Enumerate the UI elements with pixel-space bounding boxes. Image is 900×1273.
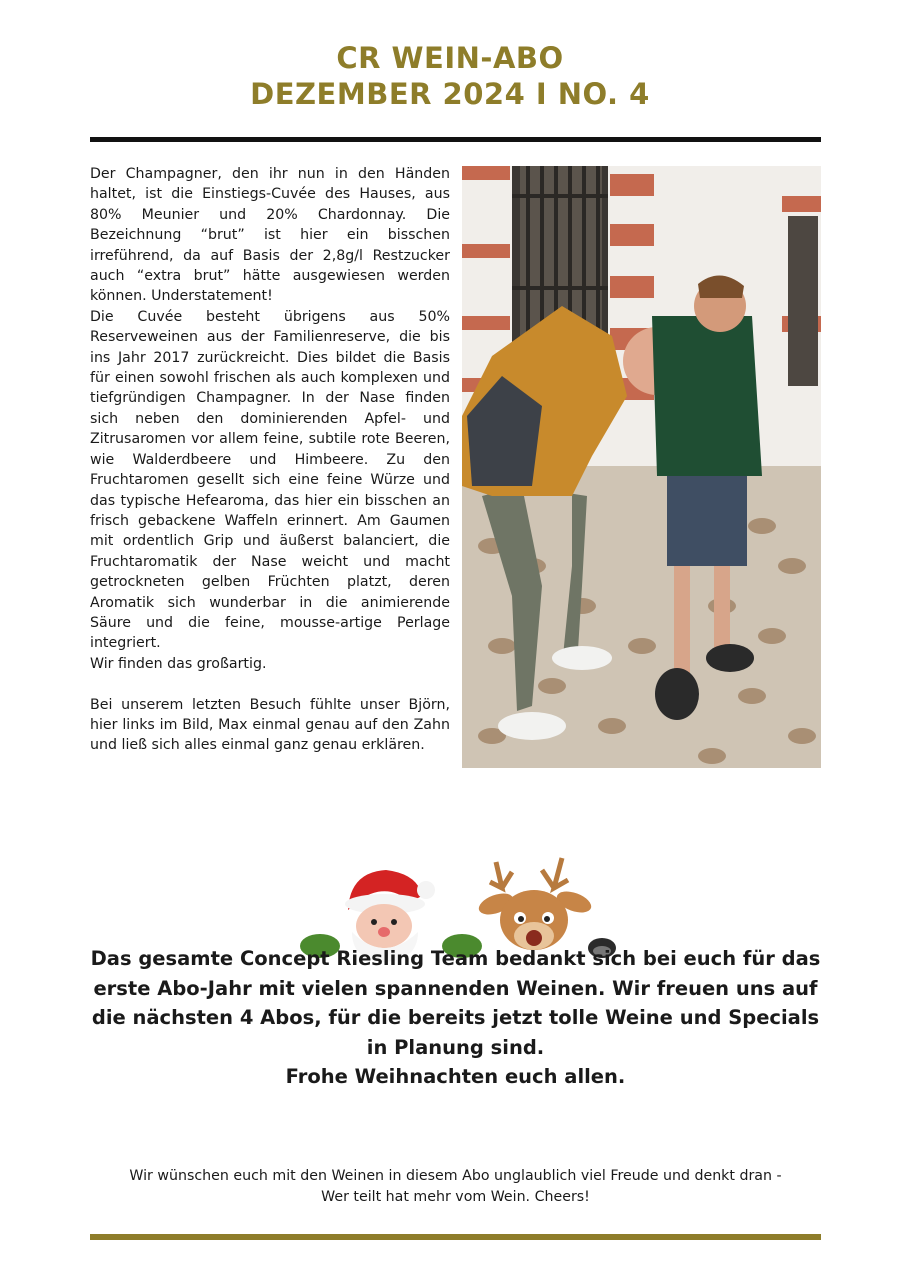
reindeer-icon xyxy=(476,858,594,950)
page-title xyxy=(0,40,900,112)
closing-message: Das gesamte Concept Riesling Team bedankt sich bei euch für das erste Abo-Jahr mit vielen spannenden Weinen. Wir freuen uns auf die nächsten 4 Abos, für die bereits jetzt tolle Weine und Specials in Planung sind. Frohe Weihnachten euch allen. xyxy=(90,947,821,1089)
footer-note: Wir wünschen euch mit den Weinen in diesem Abo unglaublich viel Freude und denkt dran - Wer teilt hat mehr vom Wein. Cheers! xyxy=(129,1168,782,1205)
title-line-1: CR WEIN-ABO xyxy=(336,41,564,75)
bottom-divider xyxy=(90,1234,821,1240)
article-text: Der Champagner, den ihr nun in den Händen haltet, ist die Einstiegs-Cuvée des Hauses, aus 80% Meunier und 20% Chardonnay. Die Bezeichnung “brut” ist hier ein bisschen irreführend, da auf Basis der 2,8g/l Restzucker auch “extra brut” hätte ausgewiesen werden können. Understatement! Die Cuvée besteht übrigens aus 50% Reserveweinen aus der Familienreserve, die bis ins Jahr 2017 zurückreicht. Dies bildet die Basis für einen sowohl frischen als auch komplexen und tiefgründigen Champagner. In der Nase finden sich neben den dominierenden Apfel- und Zitrusaromen vor allem feine, subtile rote Beeren, wie Walderdbeere und Himbeere. Zu den Fruchtaromen gesellt sich eine feine Würze und das typische Hefearoma, das hier ein bisschen an frisch gebackene Waffeln erinnert. Am Gaumen mit ordentlich Grip und äußerst balanciert, die Fruchtaromatik der Nase weicht und macht getrockneten gelben Früchten platzt, deren Aromatik sich wunderbar in die animierende Säure und die feine, mousse-artige Perlage integriert. Wir finden das großartig. Bei unserem letzten Besuch fühlte unser Björn, hier links im Bild, Max einmal genau auf den Zahn und ließ sich alles einmal ganz genau erklären. xyxy=(90,166,450,754)
top-divider xyxy=(90,137,821,142)
photo-champagne-visit xyxy=(462,166,821,768)
title-line-2: DEZEMBER 2024 I NO. 4 xyxy=(250,77,650,111)
